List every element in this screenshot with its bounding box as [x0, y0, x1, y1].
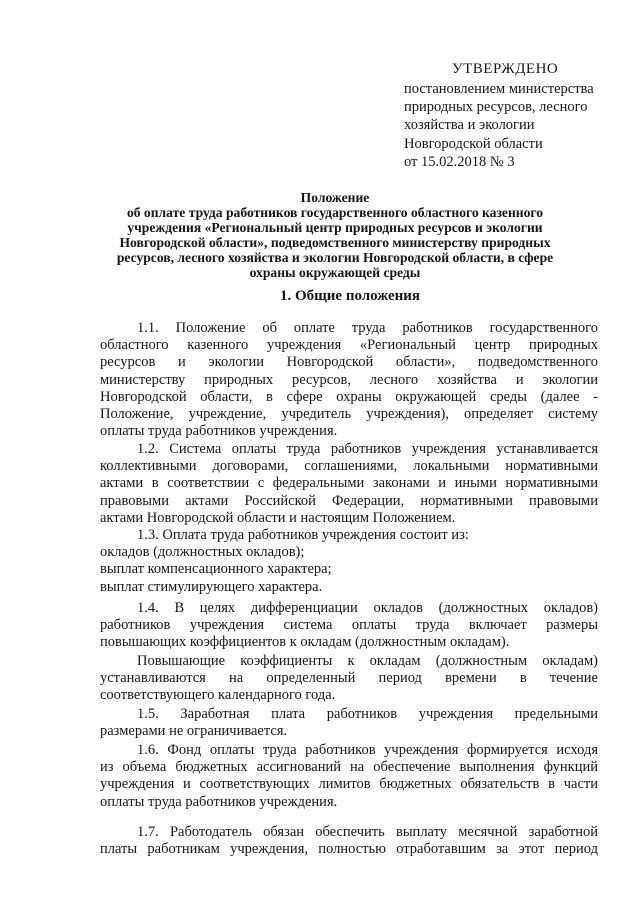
title-line: об оплате труда работников государственного областного казенного	[126, 205, 544, 220]
paragraph-1-1	[100, 320, 598, 440]
text-line: Новгородской области, в сфере охраны окружающей среды (далее -	[100, 388, 598, 405]
text-line: 1.2. Система оплаты труда работников учреждения устанавливается	[137, 441, 598, 457]
text-line: 1.7. Работодатель обязан обеспечить выплату месячной заработной	[137, 824, 598, 840]
text-line: Положение, учреждение, учредитель учреждения), определяет систему	[100, 406, 598, 423]
text-line: ресурсов и экологии Новгородской области», подведомственного	[100, 354, 598, 371]
text-line: актами в соответствии с федеральными законами и иными нормативными	[100, 475, 598, 492]
title-line: учреждения «Региональный центр природных ресурсов и экологии	[127, 220, 543, 235]
approval-line: Новгородской области	[404, 136, 543, 152]
list-item: выплат компенсационного характера;	[100, 561, 332, 578]
document-title	[100, 190, 570, 280]
paragraph-1-2	[100, 441, 598, 527]
approval-heading: УТВЕРЖДЕНО	[452, 61, 559, 77]
text-line: устанавливаются на определенный период времени в течение	[100, 670, 598, 687]
text-line: актами Новгородской области и настоящим Положением.	[100, 509, 456, 526]
text-line: правовыми актами Российской Федерации, нормативными правовыми	[100, 492, 598, 509]
text-line: 1.5. Заработная плата работников учреждения предельными	[137, 706, 598, 722]
list-item: выплат стимулирующего характера.	[100, 578, 323, 595]
paragraph-1-4	[100, 600, 598, 652]
text-line: соответствующего календарного года.	[100, 687, 336, 704]
paragraph-1-3	[100, 527, 598, 596]
approval-line: хозяйства и экологии	[404, 117, 535, 133]
text-line: учреждения и соответствующих лимитов бюджетных обязательств в части	[100, 776, 598, 793]
text-line: коллективными договорами, соглашениями, локальными нормативными	[100, 458, 598, 475]
text-line: 1.3. Оплата труда работников учреждения состоит из:	[137, 527, 469, 543]
text-line: оплаты труда работников учреждения.	[100, 793, 338, 810]
paragraph-1-4-coefficients	[100, 653, 598, 705]
text-line: 1.6. Фонд оплаты труда работников учреждения формируется исходя	[137, 742, 598, 758]
title-line: охраны окружающей среды	[249, 265, 421, 280]
list-item: окладов (должностных окладов);	[100, 544, 305, 561]
text-line: платы работникам учреждения, полностью отработавшим за этот период	[100, 841, 598, 858]
title-line: ресурсов, лесного хозяйства и экологии Новгородской области, в сфере	[116, 250, 554, 265]
text-line: Повышающие коэффициенты к окладам (должностным окладам)	[137, 653, 598, 669]
approval-date-line: от 15.02.2018 № 3	[404, 154, 515, 170]
approval-line: постановлением министерства	[404, 81, 594, 97]
text-line: размерами не ограничивается.	[100, 723, 288, 740]
text-line: работников учреждения система оплаты труда включает размеры	[100, 617, 598, 634]
text-line: 1.1. Положение об оплате труда работников государственного	[137, 320, 598, 336]
paragraph-1-7	[100, 824, 598, 858]
title-line: Положение	[300, 190, 370, 205]
paragraph-1-5	[100, 706, 598, 740]
text-line: министерству природных ресурсов, лесного хозяйства и экологии	[100, 371, 598, 388]
paragraph-1-6	[100, 742, 598, 811]
text-line: оплаты труда работников учреждения.	[100, 423, 338, 440]
text-line: повышающих коэффициентов к окладам (должностным окладам).	[100, 634, 510, 651]
title-line: Новгородской области», подведомственного министерству природных	[119, 235, 551, 250]
text-line: 1.4. В целях дифференциации окладов (должностных окладов)	[137, 600, 598, 616]
text-line: областного казенного учреждения «Региональный центр природных	[100, 337, 598, 354]
approval-line: природных ресурсов, лесного	[404, 99, 588, 115]
section-heading: 1. Общие положения	[279, 288, 421, 304]
text-line: из объема бюджетных ассигнований на обеспечение выполнения функций	[100, 759, 598, 776]
